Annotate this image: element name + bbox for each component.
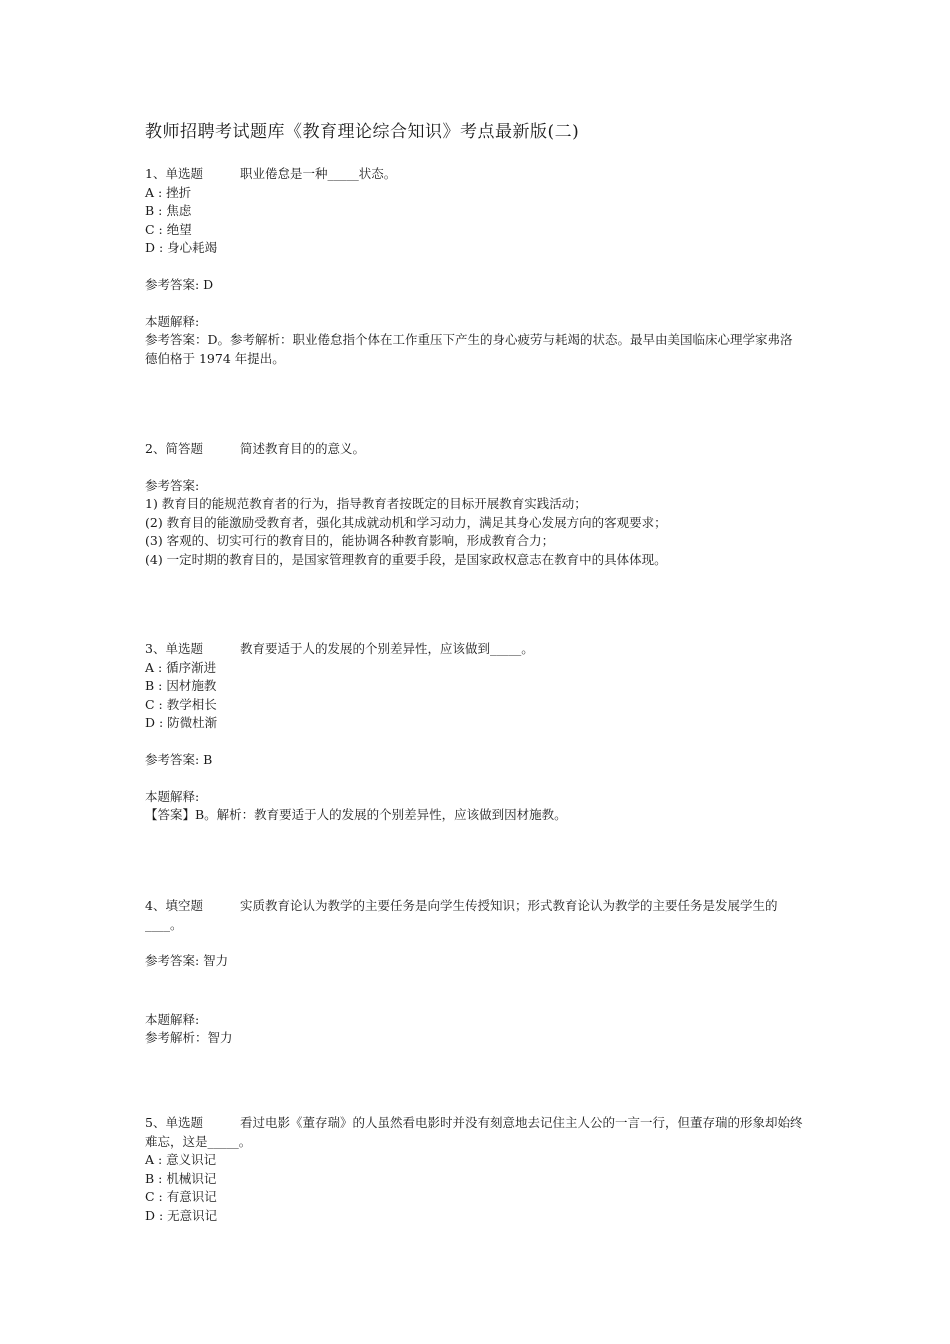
- reference-answer: 参考答案:: [145, 477, 200, 493]
- question-4: [145, 897, 805, 1048]
- question-text: 教育要适于人的发展的个别差异性，应该做到_____。: [240, 641, 534, 656]
- question-5: [145, 1114, 805, 1226]
- question-3: [145, 640, 805, 825]
- question-stem: [145, 165, 805, 184]
- option-c: C : 绝望: [145, 221, 192, 237]
- option-a: A : 循序渐进: [145, 659, 217, 675]
- option-a: A : 挫折: [145, 184, 192, 200]
- question-text: 看过电影《董存瑞》的人虽然看电影时并没有刻意地去记住主人公的一言一行，但董存瑞的形象却始终难忘，这是_____。: [145, 1115, 803, 1149]
- question-type: 2、简答题: [145, 441, 203, 456]
- question-text: 实质教育论认为教学的主要任务是向学生传授知识；形式教育论认为教学的主要任务是发展学生的____。: [145, 898, 778, 932]
- option-b: B : 因材施教: [145, 678, 217, 694]
- option-d: D : 身心耗竭: [145, 240, 218, 256]
- question-stem: [145, 1114, 805, 1151]
- explanation-label: 本题解释:: [145, 1011, 200, 1027]
- question-type: 1、单选题: [145, 166, 203, 181]
- option-c: C : 教学相长: [145, 696, 217, 712]
- question-stem: [145, 897, 805, 934]
- option-c: C : 有意识记: [145, 1189, 217, 1205]
- explanation-text: 【答案】B。解析：教育要适于人的发展的个别差异性，应该做到因材施教。: [145, 807, 567, 823]
- question-2: [145, 440, 805, 570]
- question-text: 简述教育目的的意义。: [240, 441, 366, 456]
- answer-point-4: (4) 一定时期的教育目的，是国家管理教育的重要手段，是国家政权意志在教育中的具体体现。: [145, 551, 667, 567]
- question-1: [145, 165, 805, 368]
- option-d: D : 无意识记: [145, 1207, 218, 1223]
- option-d: D : 防微杜渐: [145, 715, 218, 731]
- answer-point-2: (2) 教育目的能激励受教育者，强化其成就动机和学习动力，满足其身心发展方向的客观要求；: [145, 514, 667, 530]
- explanation-label: 本题解释:: [145, 788, 200, 804]
- reference-answer: 参考答案: B: [145, 751, 213, 767]
- reference-answer: 参考答案: 智力: [145, 953, 229, 969]
- question-type: 5、单选题: [145, 1115, 203, 1130]
- question-stem: [145, 440, 805, 459]
- question-text: 职业倦怠是一种_____状态。: [240, 166, 397, 181]
- explanation-label: 本题解释:: [145, 313, 200, 329]
- page-title: 教师招聘考试题库《教育理论综合知识》考点最新版(二): [145, 122, 580, 142]
- option-a: A : 意义识记: [145, 1152, 217, 1168]
- question-type: 3、单选题: [145, 641, 203, 656]
- reference-answer: 参考答案: D: [145, 276, 214, 292]
- answer-point-1: 1) 教育目的能规范教育者的行为，指导教育者按既定的目标开展教育实践活动；: [145, 496, 587, 512]
- question-stem: [145, 640, 805, 659]
- option-b: B : 机械识记: [145, 1170, 217, 1186]
- explanation-text: 参考答案：D。参考解析：职业倦怠指个体在工作重压下产生的身心疲劳与耗竭的状态。最早由美国临床心理学家弗洛德伯格于 1974 年提出。: [145, 332, 793, 366]
- answer-point-3: (3) 客观的、切实可行的教育目的，能协调各种教育影响，形成教育合力；: [145, 533, 555, 549]
- option-b: B : 焦虑: [145, 203, 192, 219]
- question-type: 4、填空题: [145, 898, 203, 913]
- explanation-text: 参考解析：智力: [145, 1030, 233, 1046]
